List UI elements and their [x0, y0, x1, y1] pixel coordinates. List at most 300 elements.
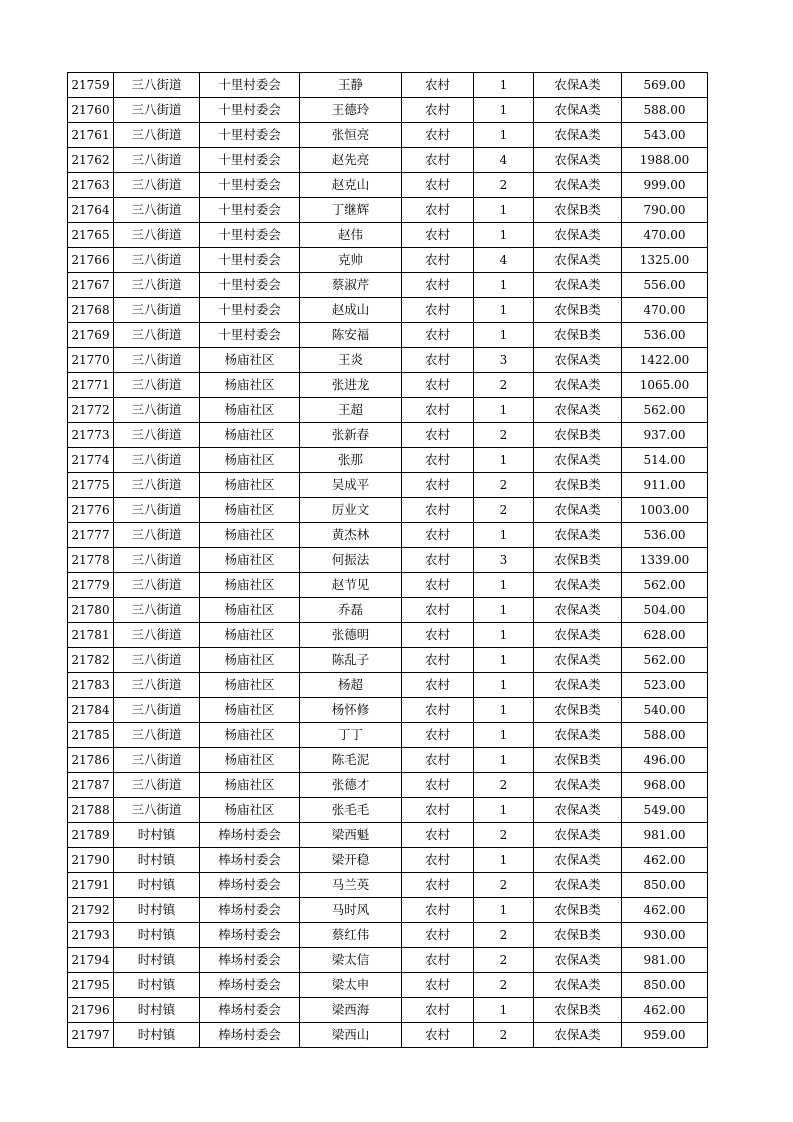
- record-id-cell: 21782: [68, 648, 114, 673]
- person-count-cell: 2: [474, 873, 534, 898]
- person-count-cell: 2: [474, 948, 534, 973]
- insurance-category-cell: 农保A类: [534, 123, 622, 148]
- committee-cell: 杨庙社区: [200, 673, 300, 698]
- household-type-cell: 农村: [402, 948, 474, 973]
- name-cell: 赵先亮: [300, 148, 402, 173]
- amount-cell: 470.00: [622, 223, 708, 248]
- table-row: [68, 948, 708, 973]
- household-type-cell: 农村: [402, 98, 474, 123]
- household-type-cell: 农村: [402, 198, 474, 223]
- street-cell: 三八街道: [114, 348, 200, 373]
- street-cell: 三八街道: [114, 248, 200, 273]
- person-count-cell: 2: [474, 173, 534, 198]
- street-cell: 三八街道: [114, 73, 200, 98]
- person-count-cell: 1: [474, 648, 534, 673]
- street-cell: 时村镇: [114, 848, 200, 873]
- insurance-category-cell: 农保A类: [534, 173, 622, 198]
- household-type-cell: 农村: [402, 298, 474, 323]
- household-type-cell: 农村: [402, 423, 474, 448]
- name-cell: 梁太信: [300, 948, 402, 973]
- person-count-cell: 2: [474, 823, 534, 848]
- household-type-cell: 农村: [402, 148, 474, 173]
- person-count-cell: 2: [474, 973, 534, 998]
- street-cell: 三八街道: [114, 673, 200, 698]
- street-cell: 三八街道: [114, 523, 200, 548]
- household-type-cell: 农村: [402, 173, 474, 198]
- name-cell: 杨怀修: [300, 698, 402, 723]
- record-id-cell: 21797: [68, 1023, 114, 1048]
- committee-cell: 杨庙社区: [200, 448, 300, 473]
- name-cell: 王德玲: [300, 98, 402, 123]
- insurance-category-cell: 农保A类: [534, 348, 622, 373]
- name-cell: 赵克山: [300, 173, 402, 198]
- insurance-category-cell: 农保A类: [534, 948, 622, 973]
- name-cell: 王静: [300, 73, 402, 98]
- name-cell: 张恒亮: [300, 123, 402, 148]
- amount-cell: 523.00: [622, 673, 708, 698]
- table-row: [68, 198, 708, 223]
- record-id-cell: 21786: [68, 748, 114, 773]
- amount-cell: 937.00: [622, 423, 708, 448]
- street-cell: 三八街道: [114, 573, 200, 598]
- committee-cell: 杨庙社区: [200, 623, 300, 648]
- table-row: [68, 623, 708, 648]
- amount-cell: 850.00: [622, 973, 708, 998]
- name-cell: 丁丁: [300, 723, 402, 748]
- insurance-category-cell: 农保B类: [534, 923, 622, 948]
- table-row: [68, 723, 708, 748]
- table-row: [68, 798, 708, 823]
- person-count-cell: 1: [474, 723, 534, 748]
- table-row: [68, 223, 708, 248]
- table-row: [68, 123, 708, 148]
- person-count-cell: 3: [474, 348, 534, 373]
- record-id-cell: 21767: [68, 273, 114, 298]
- table-row: [68, 248, 708, 273]
- record-id-cell: 21759: [68, 73, 114, 98]
- table-row: [68, 398, 708, 423]
- household-type-cell: 农村: [402, 398, 474, 423]
- committee-cell: 杨庙社区: [200, 698, 300, 723]
- table-row: [68, 648, 708, 673]
- committee-cell: 杨庙社区: [200, 748, 300, 773]
- name-cell: 张德才: [300, 773, 402, 798]
- street-cell: 三八街道: [114, 398, 200, 423]
- table-row: [68, 873, 708, 898]
- name-cell: 杨超: [300, 673, 402, 698]
- name-cell: 何振法: [300, 548, 402, 573]
- insurance-category-cell: 农保A类: [534, 498, 622, 523]
- committee-cell: 棒场村委会: [200, 1023, 300, 1048]
- committee-cell: 棒场村委会: [200, 948, 300, 973]
- household-type-cell: 农村: [402, 573, 474, 598]
- insurance-category-cell: 农保A类: [534, 848, 622, 873]
- person-count-cell: 1: [474, 798, 534, 823]
- household-type-cell: 农村: [402, 748, 474, 773]
- amount-cell: 462.00: [622, 848, 708, 873]
- table-row: [68, 923, 708, 948]
- amount-cell: 549.00: [622, 798, 708, 823]
- person-count-cell: 3: [474, 548, 534, 573]
- name-cell: 梁西海: [300, 998, 402, 1023]
- name-cell: 张毛毛: [300, 798, 402, 823]
- person-count-cell: 1: [474, 898, 534, 923]
- street-cell: 三八街道: [114, 698, 200, 723]
- insurance-category-cell: 农保A类: [534, 1023, 622, 1048]
- street-cell: 三八街道: [114, 123, 200, 148]
- insurance-category-cell: 农保A类: [534, 823, 622, 848]
- table-row: [68, 898, 708, 923]
- table-row: [68, 73, 708, 98]
- committee-cell: 杨庙社区: [200, 423, 300, 448]
- street-cell: 三八街道: [114, 98, 200, 123]
- amount-cell: 496.00: [622, 748, 708, 773]
- record-id-cell: 21771: [68, 373, 114, 398]
- name-cell: 陈毛泥: [300, 748, 402, 773]
- insurance-category-cell: 农保A类: [534, 598, 622, 623]
- table-row: [68, 98, 708, 123]
- table-row: [68, 423, 708, 448]
- table-row: [68, 523, 708, 548]
- committee-cell: 棒场村委会: [200, 823, 300, 848]
- name-cell: 梁太申: [300, 973, 402, 998]
- street-cell: 时村镇: [114, 1023, 200, 1048]
- record-id-cell: 21789: [68, 823, 114, 848]
- person-count-cell: 2: [474, 498, 534, 523]
- table-row: [68, 698, 708, 723]
- record-id-cell: 21794: [68, 948, 114, 973]
- record-id-cell: 21784: [68, 698, 114, 723]
- street-cell: 时村镇: [114, 823, 200, 848]
- record-id-cell: 21791: [68, 873, 114, 898]
- committee-cell: 十里村委会: [200, 148, 300, 173]
- table-row: [68, 848, 708, 873]
- committee-cell: 棒场村委会: [200, 873, 300, 898]
- record-id-cell: 21788: [68, 798, 114, 823]
- table-row: [68, 298, 708, 323]
- person-count-cell: 1: [474, 573, 534, 598]
- household-type-cell: 农村: [402, 848, 474, 873]
- household-type-cell: 农村: [402, 323, 474, 348]
- table-row: [68, 323, 708, 348]
- committee-cell: 棒场村委会: [200, 848, 300, 873]
- insurance-category-cell: 农保A类: [534, 773, 622, 798]
- record-id-cell: 21780: [68, 598, 114, 623]
- person-count-cell: 1: [474, 223, 534, 248]
- committee-cell: 十里村委会: [200, 223, 300, 248]
- name-cell: 王炎: [300, 348, 402, 373]
- name-cell: 赵成山: [300, 298, 402, 323]
- record-id-cell: 21779: [68, 573, 114, 598]
- record-id-cell: 21768: [68, 298, 114, 323]
- person-count-cell: 1: [474, 998, 534, 1023]
- amount-cell: 543.00: [622, 123, 708, 148]
- record-id-cell: 21774: [68, 448, 114, 473]
- amount-cell: 1325.00: [622, 248, 708, 273]
- street-cell: 三八街道: [114, 473, 200, 498]
- person-count-cell: 1: [474, 598, 534, 623]
- street-cell: 时村镇: [114, 873, 200, 898]
- committee-cell: 杨庙社区: [200, 348, 300, 373]
- record-id-cell: 21772: [68, 398, 114, 423]
- committee-cell: 十里村委会: [200, 273, 300, 298]
- person-count-cell: 2: [474, 473, 534, 498]
- name-cell: 厉业文: [300, 498, 402, 523]
- table-row: [68, 823, 708, 848]
- record-id-cell: 21787: [68, 773, 114, 798]
- household-type-cell: 农村: [402, 923, 474, 948]
- household-type-cell: 农村: [402, 998, 474, 1023]
- record-id-cell: 21765: [68, 223, 114, 248]
- amount-cell: 1988.00: [622, 148, 708, 173]
- person-count-cell: 4: [474, 248, 534, 273]
- amount-cell: 959.00: [622, 1023, 708, 1048]
- person-count-cell: 4: [474, 148, 534, 173]
- insurance-category-cell: 农保A类: [534, 973, 622, 998]
- name-cell: 陈安福: [300, 323, 402, 348]
- street-cell: 三八街道: [114, 373, 200, 398]
- record-id-cell: 21766: [68, 248, 114, 273]
- insurance-category-cell: 农保B类: [534, 748, 622, 773]
- person-count-cell: 1: [474, 123, 534, 148]
- insurance-category-cell: 农保A类: [534, 623, 622, 648]
- insurance-category-cell: 农保A类: [534, 523, 622, 548]
- amount-cell: 1422.00: [622, 348, 708, 373]
- table-row: [68, 348, 708, 373]
- household-type-cell: 农村: [402, 448, 474, 473]
- amount-cell: 470.00: [622, 298, 708, 323]
- amount-cell: 556.00: [622, 273, 708, 298]
- street-cell: 三八街道: [114, 548, 200, 573]
- table-row: [68, 748, 708, 773]
- committee-cell: 棒场村委会: [200, 898, 300, 923]
- name-cell: 马时风: [300, 898, 402, 923]
- committee-cell: 杨庙社区: [200, 598, 300, 623]
- record-id-cell: 21792: [68, 898, 114, 923]
- table-row: [68, 1023, 708, 1048]
- street-cell: 三八街道: [114, 448, 200, 473]
- record-id-cell: 21770: [68, 348, 114, 373]
- name-cell: 赵伟: [300, 223, 402, 248]
- insurance-category-cell: 农保A类: [534, 873, 622, 898]
- name-cell: 张那: [300, 448, 402, 473]
- amount-cell: 1065.00: [622, 373, 708, 398]
- record-id-cell: 21783: [68, 673, 114, 698]
- record-id-cell: 21776: [68, 498, 114, 523]
- table-row: [68, 973, 708, 998]
- record-id-cell: 21790: [68, 848, 114, 873]
- name-cell: 丁继辉: [300, 198, 402, 223]
- person-count-cell: 1: [474, 748, 534, 773]
- person-count-cell: 1: [474, 298, 534, 323]
- insurance-category-cell: 农保A类: [534, 673, 622, 698]
- name-cell: 张新春: [300, 423, 402, 448]
- household-type-cell: 农村: [402, 73, 474, 98]
- insurance-category-cell: 农保B类: [534, 998, 622, 1023]
- amount-cell: 628.00: [622, 623, 708, 648]
- insurance-category-cell: 农保B类: [534, 473, 622, 498]
- committee-cell: 杨庙社区: [200, 373, 300, 398]
- committee-cell: 杨庙社区: [200, 523, 300, 548]
- record-id-cell: 21760: [68, 98, 114, 123]
- street-cell: 三八街道: [114, 423, 200, 448]
- amount-cell: 981.00: [622, 948, 708, 973]
- street-cell: 三八街道: [114, 173, 200, 198]
- committee-cell: 杨庙社区: [200, 798, 300, 823]
- table-row: [68, 773, 708, 798]
- household-type-cell: 农村: [402, 873, 474, 898]
- household-type-cell: 农村: [402, 798, 474, 823]
- person-count-cell: 1: [474, 398, 534, 423]
- committee-cell: 十里村委会: [200, 323, 300, 348]
- insurance-category-cell: 农保A类: [534, 723, 622, 748]
- street-cell: 三八街道: [114, 598, 200, 623]
- amount-cell: 968.00: [622, 773, 708, 798]
- insurance-category-cell: 农保A类: [534, 73, 622, 98]
- person-count-cell: 1: [474, 848, 534, 873]
- insurance-category-cell: 农保B类: [534, 323, 622, 348]
- household-type-cell: 农村: [402, 373, 474, 398]
- amount-cell: 999.00: [622, 173, 708, 198]
- committee-cell: 十里村委会: [200, 298, 300, 323]
- insurance-category-cell: 农保A类: [534, 573, 622, 598]
- street-cell: 三八街道: [114, 223, 200, 248]
- insurance-category-cell: 农保A类: [534, 798, 622, 823]
- table-row: [68, 273, 708, 298]
- amount-cell: 536.00: [622, 323, 708, 348]
- committee-cell: 杨庙社区: [200, 473, 300, 498]
- street-cell: 时村镇: [114, 973, 200, 998]
- name-cell: 赵节见: [300, 573, 402, 598]
- insurance-category-cell: 农保B类: [534, 298, 622, 323]
- committee-cell: 棒场村委会: [200, 998, 300, 1023]
- insurance-category-cell: 农保A类: [534, 223, 622, 248]
- table-row: [68, 498, 708, 523]
- person-count-cell: 1: [474, 523, 534, 548]
- name-cell: 蔡红伟: [300, 923, 402, 948]
- committee-cell: 十里村委会: [200, 248, 300, 273]
- name-cell: 黄杰林: [300, 523, 402, 548]
- amount-cell: 790.00: [622, 198, 708, 223]
- household-type-cell: 农村: [402, 548, 474, 573]
- person-count-cell: 1: [474, 448, 534, 473]
- person-count-cell: 2: [474, 923, 534, 948]
- record-id-cell: 21778: [68, 548, 114, 573]
- record-id-cell: 21785: [68, 723, 114, 748]
- street-cell: 时村镇: [114, 948, 200, 973]
- household-type-cell: 农村: [402, 673, 474, 698]
- committee-cell: 十里村委会: [200, 173, 300, 198]
- amount-cell: 1339.00: [622, 548, 708, 573]
- name-cell: 梁西魁: [300, 823, 402, 848]
- person-count-cell: 1: [474, 623, 534, 648]
- household-type-cell: 农村: [402, 348, 474, 373]
- table-row: [68, 598, 708, 623]
- name-cell: 吴成平: [300, 473, 402, 498]
- household-type-cell: 农村: [402, 1023, 474, 1048]
- amount-cell: 462.00: [622, 898, 708, 923]
- insurance-category-cell: 农保A类: [534, 648, 622, 673]
- street-cell: 三八街道: [114, 623, 200, 648]
- person-count-cell: 1: [474, 198, 534, 223]
- table-row: [68, 373, 708, 398]
- amount-cell: 588.00: [622, 723, 708, 748]
- amount-cell: 514.00: [622, 448, 708, 473]
- person-count-cell: 1: [474, 323, 534, 348]
- person-count-cell: 2: [474, 423, 534, 448]
- insurance-category-cell: 农保B类: [534, 698, 622, 723]
- committee-cell: 棒场村委会: [200, 923, 300, 948]
- street-cell: 三八街道: [114, 273, 200, 298]
- committee-cell: 棒场村委会: [200, 973, 300, 998]
- name-cell: 张德明: [300, 623, 402, 648]
- street-cell: 三八街道: [114, 323, 200, 348]
- household-type-cell: 农村: [402, 648, 474, 673]
- street-cell: 三八街道: [114, 798, 200, 823]
- household-type-cell: 农村: [402, 123, 474, 148]
- amount-cell: 981.00: [622, 823, 708, 848]
- committee-cell: 杨庙社区: [200, 773, 300, 798]
- street-cell: 三八街道: [114, 298, 200, 323]
- person-count-cell: 2: [474, 1023, 534, 1048]
- insurance-category-cell: 农保A类: [534, 98, 622, 123]
- name-cell: 乔磊: [300, 598, 402, 623]
- name-cell: 陈乱子: [300, 648, 402, 673]
- amount-cell: 1003.00: [622, 498, 708, 523]
- amount-cell: 588.00: [622, 98, 708, 123]
- records-body: [68, 73, 708, 1048]
- household-type-cell: 农村: [402, 623, 474, 648]
- name-cell: 蔡淑芹: [300, 273, 402, 298]
- table-row: [68, 673, 708, 698]
- street-cell: 三八街道: [114, 648, 200, 673]
- record-id-cell: 21777: [68, 523, 114, 548]
- household-type-cell: 农村: [402, 698, 474, 723]
- amount-cell: 562.00: [622, 398, 708, 423]
- record-id-cell: 21795: [68, 973, 114, 998]
- committee-cell: 杨庙社区: [200, 648, 300, 673]
- insurance-category-cell: 农保A类: [534, 373, 622, 398]
- street-cell: 三八街道: [114, 723, 200, 748]
- household-type-cell: 农村: [402, 773, 474, 798]
- committee-cell: 十里村委会: [200, 198, 300, 223]
- person-count-cell: 1: [474, 98, 534, 123]
- table-row: [68, 998, 708, 1023]
- insurance-category-cell: 农保A类: [534, 448, 622, 473]
- record-id-cell: 21781: [68, 623, 114, 648]
- table-row: [68, 548, 708, 573]
- street-cell: 三八街道: [114, 498, 200, 523]
- record-id-cell: 21773: [68, 423, 114, 448]
- insurance-category-cell: 农保A类: [534, 248, 622, 273]
- committee-cell: 杨庙社区: [200, 548, 300, 573]
- committee-cell: 杨庙社区: [200, 723, 300, 748]
- committee-cell: 杨庙社区: [200, 398, 300, 423]
- records-table: [67, 72, 708, 1048]
- amount-cell: 540.00: [622, 698, 708, 723]
- table-row: [68, 173, 708, 198]
- household-type-cell: 农村: [402, 723, 474, 748]
- committee-cell: 十里村委会: [200, 98, 300, 123]
- household-type-cell: 农村: [402, 498, 474, 523]
- amount-cell: 562.00: [622, 648, 708, 673]
- committee-cell: 杨庙社区: [200, 573, 300, 598]
- committee-cell: 杨庙社区: [200, 498, 300, 523]
- insurance-category-cell: 农保A类: [534, 398, 622, 423]
- record-id-cell: 21775: [68, 473, 114, 498]
- street-cell: 时村镇: [114, 923, 200, 948]
- name-cell: 王超: [300, 398, 402, 423]
